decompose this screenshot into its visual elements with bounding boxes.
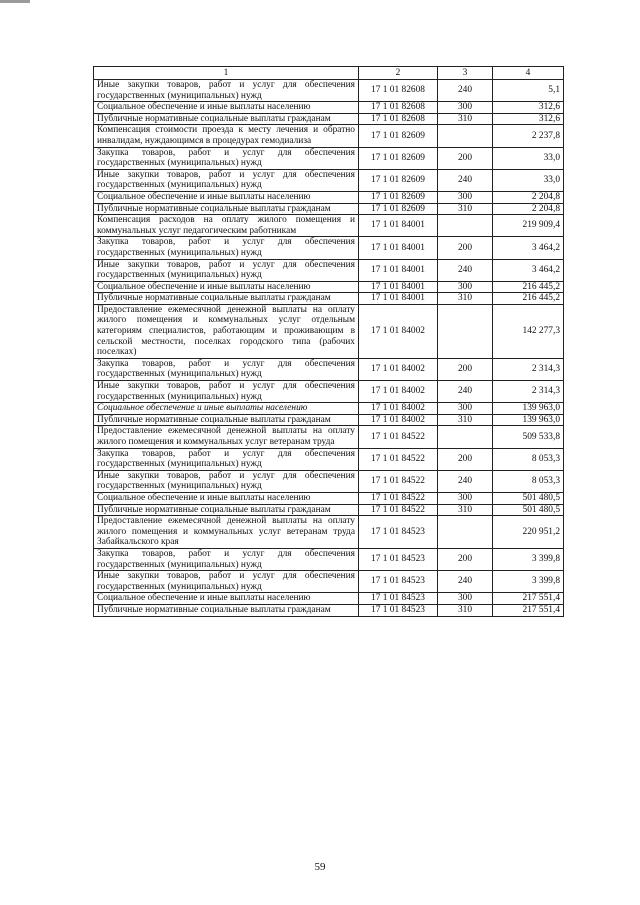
row-vr-cell: 310 (438, 504, 493, 516)
row-sum-cell: 220 951,2 (493, 516, 564, 549)
table-row (94, 492, 564, 504)
row-code-cell: 17 1 01 84522 (359, 470, 438, 492)
row-sum-cell: 216 445,2 (493, 281, 564, 293)
row-name-cell: Закупка товаров, работ и услуг для обеспечения государственных (муниципальных) нужд (94, 448, 359, 470)
row-vr-cell: 240 (438, 169, 493, 191)
row-code-cell: 17 1 01 84001 (359, 259, 438, 281)
row-vr-cell: 240 (438, 80, 493, 102)
table-row (94, 102, 564, 114)
row-vr-cell: 310 (438, 414, 493, 426)
row-sum-cell: 3 399,8 (493, 548, 564, 570)
row-code-cell: 17 1 01 84001 (359, 237, 438, 259)
table-row (94, 504, 564, 516)
row-vr-cell: 300 (438, 593, 493, 605)
row-code-cell: 17 1 01 84523 (359, 593, 438, 605)
table-row (94, 403, 564, 415)
row-code-cell: 17 1 01 84522 (359, 448, 438, 470)
page-number: 59 (314, 861, 326, 873)
row-name-cell: Социальное обеспечение и иные выплаты населению (94, 593, 359, 605)
row-sum-cell: 219 909,4 (493, 215, 564, 237)
row-code-cell: 17 1 01 84522 (359, 504, 438, 516)
row-name-cell: Социальное обеспечение и иные выплаты населению (94, 492, 359, 504)
row-sum-cell: 33,0 (493, 147, 564, 169)
row-code-cell: 17 1 01 84523 (359, 548, 438, 570)
row-sum-cell: 2 314,3 (493, 381, 564, 403)
row-sum-cell: 139 963,0 (493, 403, 564, 415)
row-code-cell: 17 1 01 84522 (359, 426, 438, 448)
row-code-cell: 17 1 01 82608 (359, 80, 438, 102)
header-col-2: 2 (359, 67, 438, 80)
row-code-cell: 17 1 01 82609 (359, 191, 438, 203)
row-sum-cell: 216 445,2 (493, 293, 564, 305)
row-sum-cell: 3 464,2 (493, 259, 564, 281)
header-col-4: 4 (493, 67, 564, 80)
row-vr-cell: 300 (438, 281, 493, 293)
row-sum-cell: 312,6 (493, 113, 564, 125)
row-sum-cell: 3 464,2 (493, 237, 564, 259)
row-sum-cell: 2 314,3 (493, 358, 564, 380)
row-name-cell: Компенсация расходов на оплату жилого помещения и коммунальных услуг педагогическим работникам (94, 215, 359, 237)
row-vr-cell: 200 (438, 448, 493, 470)
row-vr-cell: 240 (438, 470, 493, 492)
row-vr-cell: 200 (438, 237, 493, 259)
row-name-cell: Закупка товаров, работ и услуг для обеспечения государственных (муниципальных) нужд (94, 237, 359, 259)
row-sum-cell: 8 053,3 (493, 470, 564, 492)
row-vr-cell (438, 516, 493, 549)
table-row (94, 147, 564, 169)
row-vr-cell: 240 (438, 259, 493, 281)
table-body (94, 80, 564, 617)
table-row (94, 571, 564, 593)
row-code-cell: 17 1 01 84002 (359, 304, 438, 358)
row-name-cell: Иные закупки товаров, работ и услуг для обеспечения государственных (муниципальных) нужд (94, 470, 359, 492)
row-code-cell: 17 1 01 82609 (359, 147, 438, 169)
row-vr-cell: 300 (438, 191, 493, 203)
row-vr-cell: 200 (438, 147, 493, 169)
row-code-cell: 17 1 01 84522 (359, 492, 438, 504)
row-sum-cell: 312,6 (493, 102, 564, 114)
row-vr-cell: 310 (438, 604, 493, 616)
row-code-cell: 17 1 01 84001 (359, 293, 438, 305)
row-sum-cell: 217 551,4 (493, 593, 564, 605)
row-name-cell: Предоставление ежемесячной денежной выплаты на оплату жилого помещения и коммунальных услуг ветеранам труда (94, 426, 359, 448)
row-name-cell: Компенсация стоимости проезда к месту лечения и обратно инвалидам, нуждающимся в процедурах гемодиализа (94, 125, 359, 147)
budget-table (93, 66, 564, 617)
table-row (94, 358, 564, 380)
row-vr-cell (438, 215, 493, 237)
table-row (94, 426, 564, 448)
row-code-cell: 17 1 01 82609 (359, 169, 438, 191)
row-code-cell: 17 1 01 84002 (359, 403, 438, 415)
row-name-cell: Закупка товаров, работ и услуг для обеспечения государственных (муниципальных) нужд (94, 548, 359, 570)
table-row (94, 237, 564, 259)
row-code-cell: 17 1 01 84002 (359, 358, 438, 380)
row-code-cell: 17 1 01 84523 (359, 516, 438, 549)
row-vr-cell: 300 (438, 102, 493, 114)
table-row (94, 593, 564, 605)
row-name-cell: Публичные нормативные социальные выплаты гражданам (94, 604, 359, 616)
row-sum-cell: 5,1 (493, 80, 564, 102)
row-name-cell: Социальное обеспечение и иные выплаты населению (94, 191, 359, 203)
row-code-cell: 17 1 01 82609 (359, 203, 438, 215)
row-code-cell: 17 1 01 84523 (359, 604, 438, 616)
row-name-cell: Социальное обеспечение и иные выплаты населению (94, 403, 359, 415)
row-vr-cell: 310 (438, 113, 493, 125)
row-sum-cell: 2 204,8 (493, 191, 564, 203)
table-row (94, 169, 564, 191)
table-row (94, 470, 564, 492)
row-sum-cell: 501 480,5 (493, 504, 564, 516)
row-vr-cell: 200 (438, 358, 493, 380)
row-code-cell: 17 1 01 84001 (359, 215, 438, 237)
row-sum-cell: 509 533,8 (493, 426, 564, 448)
table-row (94, 604, 564, 616)
row-sum-cell: 8 053,3 (493, 448, 564, 470)
table-row (94, 293, 564, 305)
row-name-cell: Публичные нормативные социальные выплаты гражданам (94, 113, 359, 125)
row-vr-cell: 200 (438, 548, 493, 570)
row-name-cell: Иные закупки товаров, работ и услуг для обеспечения государственных (муниципальных) нужд (94, 259, 359, 281)
header-col-3: 3 (438, 67, 493, 80)
table-row (94, 548, 564, 570)
row-vr-cell: 300 (438, 492, 493, 504)
table-row (94, 125, 564, 147)
row-sum-cell: 2 204,8 (493, 203, 564, 215)
row-sum-cell: 217 551,4 (493, 604, 564, 616)
table-row (94, 304, 564, 358)
table-row (94, 414, 564, 426)
table-row (94, 113, 564, 125)
row-code-cell: 17 1 01 82608 (359, 102, 438, 114)
table-row (94, 448, 564, 470)
row-name-cell: Социальное обеспечение и иные выплаты населению (94, 102, 359, 114)
row-vr-cell (438, 304, 493, 358)
row-code-cell: 17 1 01 82608 (359, 113, 438, 125)
table-row (94, 516, 564, 549)
row-vr-cell (438, 426, 493, 448)
row-name-cell: Публичные нормативные социальные выплаты гражданам (94, 293, 359, 305)
row-name-cell: Иные закупки товаров, работ и услуг для обеспечения государственных (муниципальных) нужд (94, 80, 359, 102)
row-name-cell: Публичные нормативные социальные выплаты гражданам (94, 203, 359, 215)
row-name-cell: Публичные нормативные социальные выплаты гражданам (94, 414, 359, 426)
row-vr-cell: 310 (438, 203, 493, 215)
row-sum-cell: 139 963,0 (493, 414, 564, 426)
row-code-cell: 17 1 01 84002 (359, 381, 438, 403)
row-code-cell: 17 1 01 84523 (359, 571, 438, 593)
row-code-cell: 17 1 01 84002 (359, 414, 438, 426)
row-vr-cell: 310 (438, 293, 493, 305)
table-row (94, 80, 564, 102)
row-name-cell: Предоставление ежемесячной денежной выплаты на оплату жилого помещения и коммунальных услуг отдельным категориям специалистов, работающим и проживающим в сельской местности, поселках городского типа (рабочих поселках) (94, 304, 359, 358)
table-row (94, 259, 564, 281)
table-header-row (94, 67, 564, 80)
table-row (94, 381, 564, 403)
row-name-cell: Иные закупки товаров, работ и услуг для обеспечения государственных (муниципальных) нужд (94, 169, 359, 191)
row-code-cell: 17 1 01 84001 (359, 281, 438, 293)
scan-corner-mark (0, 0, 30, 3)
table-row (94, 191, 564, 203)
row-sum-cell: 142 277,3 (493, 304, 564, 358)
row-sum-cell: 501 480,5 (493, 492, 564, 504)
row-code-cell: 17 1 01 82609 (359, 125, 438, 147)
header-col-1: 1 (94, 67, 359, 80)
row-sum-cell: 3 399,8 (493, 571, 564, 593)
table-row (94, 281, 564, 293)
table-row (94, 215, 564, 237)
row-name-cell: Иные закупки товаров, работ и услуг для обеспечения государственных (муниципальных) нужд (94, 571, 359, 593)
row-name-cell: Закупка товаров, работ и услуг для обеспечения государственных (муниципальных) нужд (94, 358, 359, 380)
row-vr-cell: 240 (438, 571, 493, 593)
row-name-cell: Социальное обеспечение и иные выплаты населению (94, 281, 359, 293)
row-name-cell: Предоставление ежемесячной денежной выплаты на оплату жилого помещения и коммунальных услуг ветеранам труда Забайкальского края (94, 516, 359, 549)
row-sum-cell: 33,0 (493, 169, 564, 191)
row-name-cell: Иные закупки товаров, работ и услуг для обеспечения государственных (муниципальных) нужд (94, 381, 359, 403)
table-row (94, 203, 564, 215)
row-name-cell: Закупка товаров, работ и услуг для обеспечения государственных (муниципальных) нужд (94, 147, 359, 169)
row-vr-cell: 240 (438, 381, 493, 403)
row-sum-cell: 2 237,8 (493, 125, 564, 147)
row-name-cell: Публичные нормативные социальные выплаты гражданам (94, 504, 359, 516)
row-vr-cell (438, 125, 493, 147)
row-vr-cell: 300 (438, 403, 493, 415)
